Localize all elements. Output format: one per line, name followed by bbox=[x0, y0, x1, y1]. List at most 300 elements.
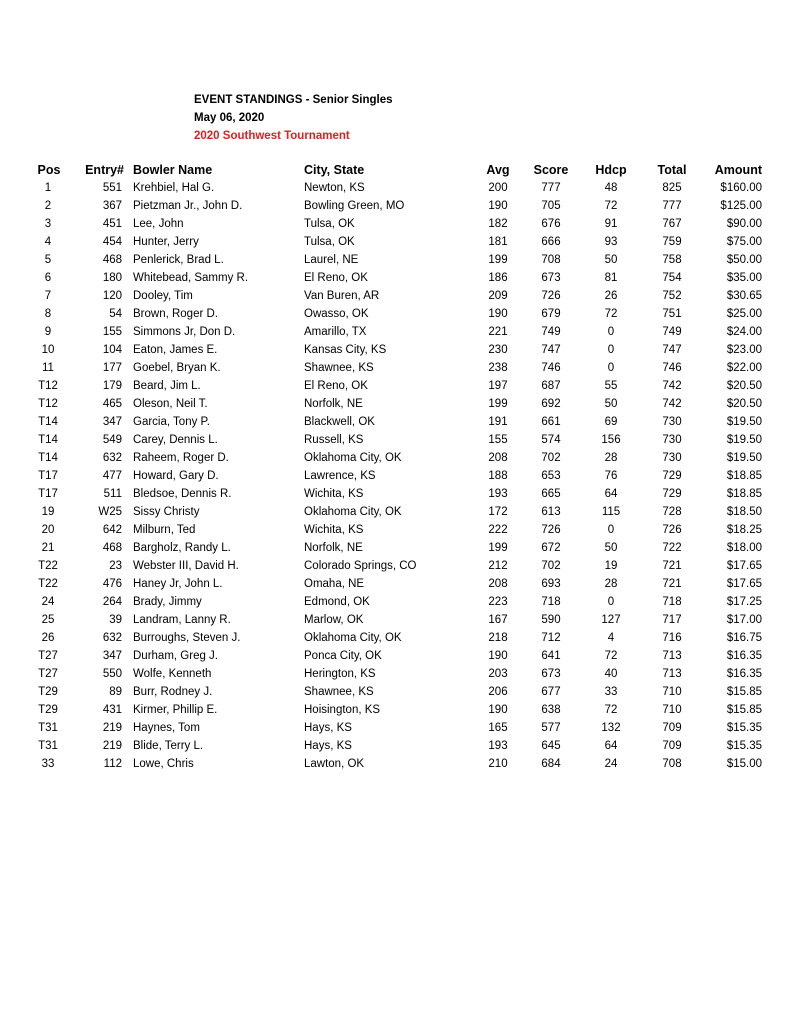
cell-hdcp: 33 bbox=[604, 686, 618, 698]
table-row bbox=[0, 683, 791, 701]
cell-city: Hays, KS bbox=[304, 740, 352, 752]
cell-amount: $19.50 bbox=[726, 434, 762, 446]
cell-name: Whitebead, Sammy R. bbox=[133, 272, 249, 284]
table-row bbox=[0, 449, 791, 467]
cell-name: Haney Jr, John L. bbox=[133, 578, 223, 590]
table-row bbox=[0, 197, 791, 215]
cell-pos: T14 bbox=[38, 452, 58, 464]
table-row bbox=[0, 269, 791, 287]
cell-name: Howard, Gary D. bbox=[133, 470, 219, 482]
cell-score: 590 bbox=[541, 614, 561, 626]
cell-hdcp: 50 bbox=[604, 254, 618, 266]
cell-amount: $20.50 bbox=[726, 380, 762, 392]
cell-entry: 632 bbox=[102, 632, 122, 644]
cell-name: Bargholz, Randy L. bbox=[133, 542, 231, 554]
cell-city: Omaha, NE bbox=[304, 578, 365, 590]
cell-city: Oklahoma City, OK bbox=[304, 506, 402, 518]
cell-pos: 26 bbox=[41, 632, 55, 644]
cell-entry: 465 bbox=[102, 398, 122, 410]
cell-score: 747 bbox=[541, 344, 561, 356]
cell-avg: 206 bbox=[488, 686, 508, 698]
cell-name: Krehbiel, Hal G. bbox=[133, 182, 215, 194]
cell-score: 687 bbox=[541, 380, 561, 392]
cell-hdcp: 72 bbox=[604, 704, 618, 716]
cell-pos: T14 bbox=[38, 434, 58, 446]
cell-city: Newton, KS bbox=[304, 182, 365, 194]
cell-score: 693 bbox=[541, 578, 561, 590]
cell-amount: $15.00 bbox=[726, 758, 762, 770]
cell-hdcp: 69 bbox=[604, 416, 618, 428]
header-score: Score bbox=[533, 163, 569, 177]
cell-name: Brown, Roger D. bbox=[133, 308, 219, 320]
cell-entry: 104 bbox=[102, 344, 122, 356]
cell-avg: 212 bbox=[488, 560, 508, 572]
cell-amount: $18.00 bbox=[726, 542, 762, 554]
cell-city: El Reno, OK bbox=[304, 380, 368, 392]
cell-name: Garcia, Tony P. bbox=[133, 416, 210, 428]
cell-hdcp: 19 bbox=[604, 560, 618, 572]
cell-entry: 89 bbox=[109, 686, 122, 698]
cell-pos: T29 bbox=[38, 704, 58, 716]
table-row bbox=[0, 305, 791, 323]
cell-pos: 7 bbox=[44, 290, 52, 302]
cell-total: 751 bbox=[662, 308, 682, 320]
cell-avg: 209 bbox=[488, 290, 508, 302]
cell-city: Hoisington, KS bbox=[304, 704, 381, 716]
cell-score: 653 bbox=[541, 470, 561, 482]
cell-pos: 2 bbox=[44, 200, 52, 212]
cell-avg: 208 bbox=[488, 452, 508, 464]
cell-hdcp: 91 bbox=[604, 218, 618, 230]
cell-city: Colorado Springs, CO bbox=[304, 560, 417, 572]
header-entry: Entry# bbox=[85, 163, 124, 177]
cell-pos: 9 bbox=[44, 326, 52, 338]
event-date: May 06, 2020 bbox=[194, 112, 265, 124]
cell-entry: 550 bbox=[102, 668, 122, 680]
cell-score: 718 bbox=[541, 596, 561, 608]
cell-total: 722 bbox=[662, 542, 682, 554]
tournament-name: 2020 Southwest Tournament bbox=[194, 130, 350, 142]
table-row bbox=[0, 287, 791, 305]
cell-name: Webster III, David H. bbox=[133, 560, 239, 572]
cell-score: 702 bbox=[541, 452, 561, 464]
cell-hdcp: 115 bbox=[601, 506, 621, 518]
cell-city: Herington, KS bbox=[304, 668, 376, 680]
cell-entry: 347 bbox=[102, 416, 122, 428]
table-row bbox=[0, 341, 791, 359]
cell-name: Oleson, Neil T. bbox=[133, 398, 208, 410]
cell-hdcp: 50 bbox=[604, 542, 618, 554]
cell-hdcp: 81 bbox=[604, 272, 618, 284]
cell-amount: $18.25 bbox=[726, 524, 762, 536]
cell-entry: 549 bbox=[102, 434, 122, 446]
cell-name: Durham, Greg J. bbox=[133, 650, 218, 662]
table-row bbox=[0, 233, 791, 251]
cell-avg: 218 bbox=[488, 632, 508, 644]
cell-name: Goebel, Bryan K. bbox=[133, 362, 221, 374]
cell-hdcp: 50 bbox=[604, 398, 618, 410]
cell-city: Tulsa, OK bbox=[304, 218, 355, 230]
table-row bbox=[0, 215, 791, 233]
cell-name: Landram, Lanny R. bbox=[133, 614, 231, 626]
cell-avg: 191 bbox=[488, 416, 508, 428]
cell-score: 677 bbox=[541, 686, 561, 698]
cell-score: 666 bbox=[541, 236, 561, 248]
cell-pos: T17 bbox=[38, 488, 58, 500]
cell-avg: 182 bbox=[488, 218, 508, 230]
header-pos: Pos bbox=[37, 163, 61, 177]
cell-hdcp: 28 bbox=[604, 452, 618, 464]
cell-pos: 33 bbox=[41, 758, 55, 770]
table-header bbox=[0, 161, 791, 179]
cell-avg: 203 bbox=[488, 668, 508, 680]
cell-entry: 180 bbox=[102, 272, 122, 284]
cell-total: 754 bbox=[662, 272, 682, 284]
cell-avg: 199 bbox=[488, 254, 508, 266]
cell-score: 708 bbox=[541, 254, 561, 266]
cell-score: 661 bbox=[541, 416, 561, 428]
cell-city: Marlow, OK bbox=[304, 614, 364, 626]
cell-avg: 190 bbox=[488, 704, 508, 716]
cell-city: Laurel, NE bbox=[304, 254, 359, 266]
cell-name: Carey, Dennis L. bbox=[133, 434, 218, 446]
cell-total: 726 bbox=[662, 524, 682, 536]
cell-entry: 632 bbox=[102, 452, 122, 464]
cell-score: 679 bbox=[541, 308, 561, 320]
cell-city: Lawrence, KS bbox=[304, 470, 376, 482]
cell-name: Raheem, Roger D. bbox=[133, 452, 229, 464]
cell-amount: $17.65 bbox=[726, 578, 762, 590]
cell-name: Eaton, James E. bbox=[133, 344, 218, 356]
cell-total: 710 bbox=[662, 686, 682, 698]
cell-city: Bowling Green, MO bbox=[304, 200, 405, 212]
cell-avg: 190 bbox=[488, 308, 508, 320]
cell-avg: 199 bbox=[488, 398, 508, 410]
cell-name: Sissy Christy bbox=[133, 506, 200, 518]
table-row bbox=[0, 395, 791, 413]
table-row bbox=[0, 575, 791, 593]
table-row bbox=[0, 629, 791, 647]
cell-pos: 10 bbox=[41, 344, 55, 356]
cell-hdcp: 26 bbox=[604, 290, 618, 302]
cell-hdcp: 40 bbox=[604, 668, 618, 680]
cell-avg: 221 bbox=[488, 326, 508, 338]
cell-pos: 19 bbox=[41, 506, 55, 518]
cell-pos: 8 bbox=[44, 308, 52, 320]
cell-avg: 199 bbox=[488, 542, 508, 554]
cell-total: 718 bbox=[662, 596, 682, 608]
cell-pos: T27 bbox=[38, 668, 58, 680]
cell-entry: 468 bbox=[102, 542, 122, 554]
cell-amount: $15.35 bbox=[726, 740, 762, 752]
table-row bbox=[0, 179, 791, 197]
cell-total: 709 bbox=[662, 722, 682, 734]
cell-total: 747 bbox=[662, 344, 682, 356]
cell-city: Wichita, KS bbox=[304, 488, 364, 500]
cell-amount: $23.00 bbox=[726, 344, 762, 356]
cell-entry: 476 bbox=[102, 578, 122, 590]
cell-entry: 219 bbox=[102, 740, 122, 752]
cell-score: 672 bbox=[541, 542, 561, 554]
cell-city: Kansas City, KS bbox=[304, 344, 387, 356]
cell-entry: 477 bbox=[102, 470, 122, 482]
cell-avg: 210 bbox=[488, 758, 508, 770]
cell-city: Norfolk, NE bbox=[304, 398, 363, 410]
cell-entry: 112 bbox=[103, 758, 122, 770]
cell-amount: $125.00 bbox=[720, 200, 762, 212]
cell-amount: $17.25 bbox=[726, 596, 762, 608]
cell-total: 825 bbox=[662, 182, 682, 194]
cell-city: El Reno, OK bbox=[304, 272, 368, 284]
cell-entry: 431 bbox=[102, 704, 122, 716]
header-name: Bowler Name bbox=[133, 163, 213, 177]
cell-hdcp: 24 bbox=[604, 758, 618, 770]
cell-entry: 264 bbox=[102, 596, 122, 608]
cell-amount: $19.50 bbox=[726, 416, 762, 428]
cell-score: 726 bbox=[541, 290, 561, 302]
cell-city: Shawnee, KS bbox=[304, 686, 374, 698]
cell-hdcp: 76 bbox=[604, 470, 618, 482]
cell-total: 752 bbox=[662, 290, 682, 302]
cell-hdcp: 64 bbox=[604, 488, 618, 500]
cell-hdcp: 127 bbox=[601, 614, 621, 626]
cell-entry: 54 bbox=[109, 308, 122, 320]
cell-hdcp: 132 bbox=[601, 722, 621, 734]
cell-score: 574 bbox=[541, 434, 561, 446]
cell-avg: 190 bbox=[488, 650, 508, 662]
cell-entry: 177 bbox=[102, 362, 122, 374]
cell-amount: $160.00 bbox=[720, 182, 762, 194]
table-row bbox=[0, 467, 791, 485]
cell-score: 673 bbox=[541, 272, 561, 284]
cell-name: Beard, Jim L. bbox=[133, 380, 201, 392]
cell-total: 708 bbox=[662, 758, 682, 770]
cell-city: Wichita, KS bbox=[304, 524, 364, 536]
cell-pos: T22 bbox=[38, 560, 58, 572]
cell-entry: 347 bbox=[102, 650, 122, 662]
table-row bbox=[0, 755, 791, 773]
cell-city: Blackwell, OK bbox=[304, 416, 375, 428]
header-hdcp: Hdcp bbox=[595, 163, 627, 177]
cell-amount: $90.00 bbox=[726, 218, 762, 230]
cell-total: 758 bbox=[662, 254, 682, 266]
cell-name: Milburn, Ted bbox=[133, 524, 196, 536]
cell-city: Amarillo, TX bbox=[304, 326, 367, 338]
cell-avg: 200 bbox=[488, 182, 508, 194]
cell-avg: 238 bbox=[488, 362, 508, 374]
cell-name: Burroughs, Steven J. bbox=[133, 632, 241, 644]
cell-pos: T17 bbox=[38, 470, 58, 482]
cell-total: 729 bbox=[662, 488, 682, 500]
cell-city: Shawnee, KS bbox=[304, 362, 374, 374]
header-total: Total bbox=[657, 163, 687, 177]
cell-avg: 181 bbox=[488, 236, 508, 248]
cell-name: Blide, Terry L. bbox=[133, 740, 204, 752]
cell-name: Hunter, Jerry bbox=[133, 236, 199, 248]
cell-entry: 511 bbox=[103, 488, 122, 500]
cell-pos: 24 bbox=[41, 596, 55, 608]
cell-amount: $17.65 bbox=[726, 560, 762, 572]
cell-hdcp: 28 bbox=[604, 578, 618, 590]
table-row bbox=[0, 413, 791, 431]
table-row bbox=[0, 359, 791, 377]
cell-total: 729 bbox=[662, 470, 682, 482]
cell-avg: 190 bbox=[488, 200, 508, 212]
cell-hdcp: 72 bbox=[604, 650, 618, 662]
table-row bbox=[0, 719, 791, 737]
cell-hdcp: 93 bbox=[604, 236, 618, 248]
cell-entry: 179 bbox=[102, 380, 122, 392]
cell-total: 721 bbox=[662, 578, 682, 590]
cell-entry: 551 bbox=[102, 182, 122, 194]
cell-name: Lee, John bbox=[133, 218, 184, 230]
cell-amount: $22.00 bbox=[726, 362, 762, 374]
cell-hdcp: 64 bbox=[604, 740, 618, 752]
table-row bbox=[0, 485, 791, 503]
header-avg: Avg bbox=[486, 163, 510, 177]
cell-name: Wolfe, Kenneth bbox=[133, 668, 212, 680]
cell-name: Haynes, Tom bbox=[133, 722, 200, 734]
cell-pos: T12 bbox=[38, 380, 58, 392]
event-title: EVENT STANDINGS - Senior Singles bbox=[194, 94, 393, 106]
table-row bbox=[0, 701, 791, 719]
header-amount: Amount bbox=[714, 163, 762, 177]
cell-pos: T29 bbox=[38, 686, 58, 698]
cell-entry: 219 bbox=[102, 722, 122, 734]
standings-table bbox=[0, 161, 791, 773]
cell-amount: $24.00 bbox=[726, 326, 762, 338]
cell-pos: 1 bbox=[44, 182, 52, 194]
cell-pos: 6 bbox=[44, 272, 52, 284]
cell-score: 665 bbox=[541, 488, 561, 500]
cell-hdcp: 0 bbox=[607, 524, 615, 536]
cell-city: Tulsa, OK bbox=[304, 236, 355, 248]
cell-avg: 155 bbox=[488, 434, 508, 446]
cell-amount: $17.00 bbox=[726, 614, 762, 626]
cell-entry: W25 bbox=[98, 506, 122, 518]
cell-avg: 188 bbox=[488, 470, 508, 482]
cell-city: Norfolk, NE bbox=[304, 542, 363, 554]
cell-pos: T31 bbox=[38, 722, 58, 734]
table-row bbox=[0, 647, 791, 665]
cell-amount: $30.65 bbox=[726, 290, 762, 302]
cell-score: 641 bbox=[541, 650, 561, 662]
cell-amount: $35.00 bbox=[726, 272, 762, 284]
cell-city: Oklahoma City, OK bbox=[304, 632, 402, 644]
cell-score: 712 bbox=[541, 632, 561, 644]
cell-avg: 186 bbox=[488, 272, 508, 284]
cell-name: Kirmer, Phillip E. bbox=[133, 704, 218, 716]
cell-entry: 155 bbox=[102, 326, 122, 338]
cell-score: 705 bbox=[541, 200, 561, 212]
table-row bbox=[0, 737, 791, 755]
cell-score: 638 bbox=[541, 704, 561, 716]
cell-name: Pietzman Jr., John D. bbox=[133, 200, 243, 212]
cell-pos: 3 bbox=[44, 218, 52, 230]
cell-avg: 167 bbox=[488, 614, 508, 626]
table-row bbox=[0, 611, 791, 629]
cell-name: Penlerick, Brad L. bbox=[133, 254, 224, 266]
cell-entry: 23 bbox=[109, 560, 122, 572]
table-body bbox=[0, 179, 791, 773]
cell-amount: $20.50 bbox=[726, 398, 762, 410]
cell-total: 749 bbox=[662, 326, 682, 338]
table-row bbox=[0, 665, 791, 683]
table-row bbox=[0, 557, 791, 575]
table-row bbox=[0, 377, 791, 395]
cell-total: 713 bbox=[662, 650, 682, 662]
cell-avg: 197 bbox=[488, 380, 508, 392]
cell-score: 673 bbox=[541, 668, 561, 680]
cell-pos: 25 bbox=[41, 614, 55, 626]
table-row bbox=[0, 503, 791, 521]
cell-hdcp: 0 bbox=[607, 344, 615, 356]
cell-amount: $15.85 bbox=[726, 704, 762, 716]
cell-total: 713 bbox=[662, 668, 682, 680]
cell-pos: 4 bbox=[44, 236, 52, 248]
cell-total: 742 bbox=[662, 398, 682, 410]
cell-score: 676 bbox=[541, 218, 561, 230]
cell-hdcp: 72 bbox=[604, 308, 618, 320]
cell-hdcp: 0 bbox=[607, 362, 615, 374]
cell-city: Hays, KS bbox=[304, 722, 352, 734]
cell-score: 645 bbox=[541, 740, 561, 752]
table-row bbox=[0, 431, 791, 449]
cell-pos: T14 bbox=[38, 416, 58, 428]
cell-total: 709 bbox=[662, 740, 682, 752]
cell-pos: T27 bbox=[38, 650, 58, 662]
cell-entry: 367 bbox=[102, 200, 122, 212]
cell-amount: $25.00 bbox=[726, 308, 762, 320]
cell-entry: 468 bbox=[102, 254, 122, 266]
cell-amount: $15.35 bbox=[726, 722, 762, 734]
cell-amount: $16.35 bbox=[726, 650, 762, 662]
cell-total: 717 bbox=[662, 614, 682, 626]
cell-total: 767 bbox=[662, 218, 682, 230]
cell-score: 726 bbox=[541, 524, 561, 536]
cell-city: Russell, KS bbox=[304, 434, 364, 446]
cell-amount: $16.75 bbox=[726, 632, 762, 644]
table-row bbox=[0, 521, 791, 539]
cell-avg: 172 bbox=[488, 506, 508, 518]
cell-city: Owasso, OK bbox=[304, 308, 369, 320]
cell-entry: 642 bbox=[102, 524, 122, 536]
cell-avg: 193 bbox=[488, 488, 508, 500]
cell-pos: T22 bbox=[38, 578, 58, 590]
cell-name: Simmons Jr, Don D. bbox=[133, 326, 236, 338]
cell-amount: $75.00 bbox=[726, 236, 762, 248]
cell-total: 728 bbox=[662, 506, 682, 518]
cell-entry: 454 bbox=[102, 236, 122, 248]
cell-avg: 222 bbox=[488, 524, 508, 536]
cell-hdcp: 0 bbox=[607, 596, 615, 608]
cell-pos: 11 bbox=[42, 362, 54, 374]
cell-score: 749 bbox=[541, 326, 561, 338]
cell-score: 777 bbox=[541, 182, 561, 194]
cell-amount: $18.85 bbox=[726, 488, 762, 500]
cell-name: Lowe, Chris bbox=[133, 758, 194, 770]
cell-name: Dooley, Tim bbox=[133, 290, 193, 302]
cell-amount: $50.00 bbox=[726, 254, 762, 266]
cell-score: 702 bbox=[541, 560, 561, 572]
cell-city: Van Buren, AR bbox=[304, 290, 380, 302]
cell-avg: 223 bbox=[488, 596, 508, 608]
cell-amount: $15.85 bbox=[726, 686, 762, 698]
table-row bbox=[0, 593, 791, 611]
cell-total: 710 bbox=[662, 704, 682, 716]
cell-total: 730 bbox=[662, 434, 682, 446]
table-row bbox=[0, 539, 791, 557]
